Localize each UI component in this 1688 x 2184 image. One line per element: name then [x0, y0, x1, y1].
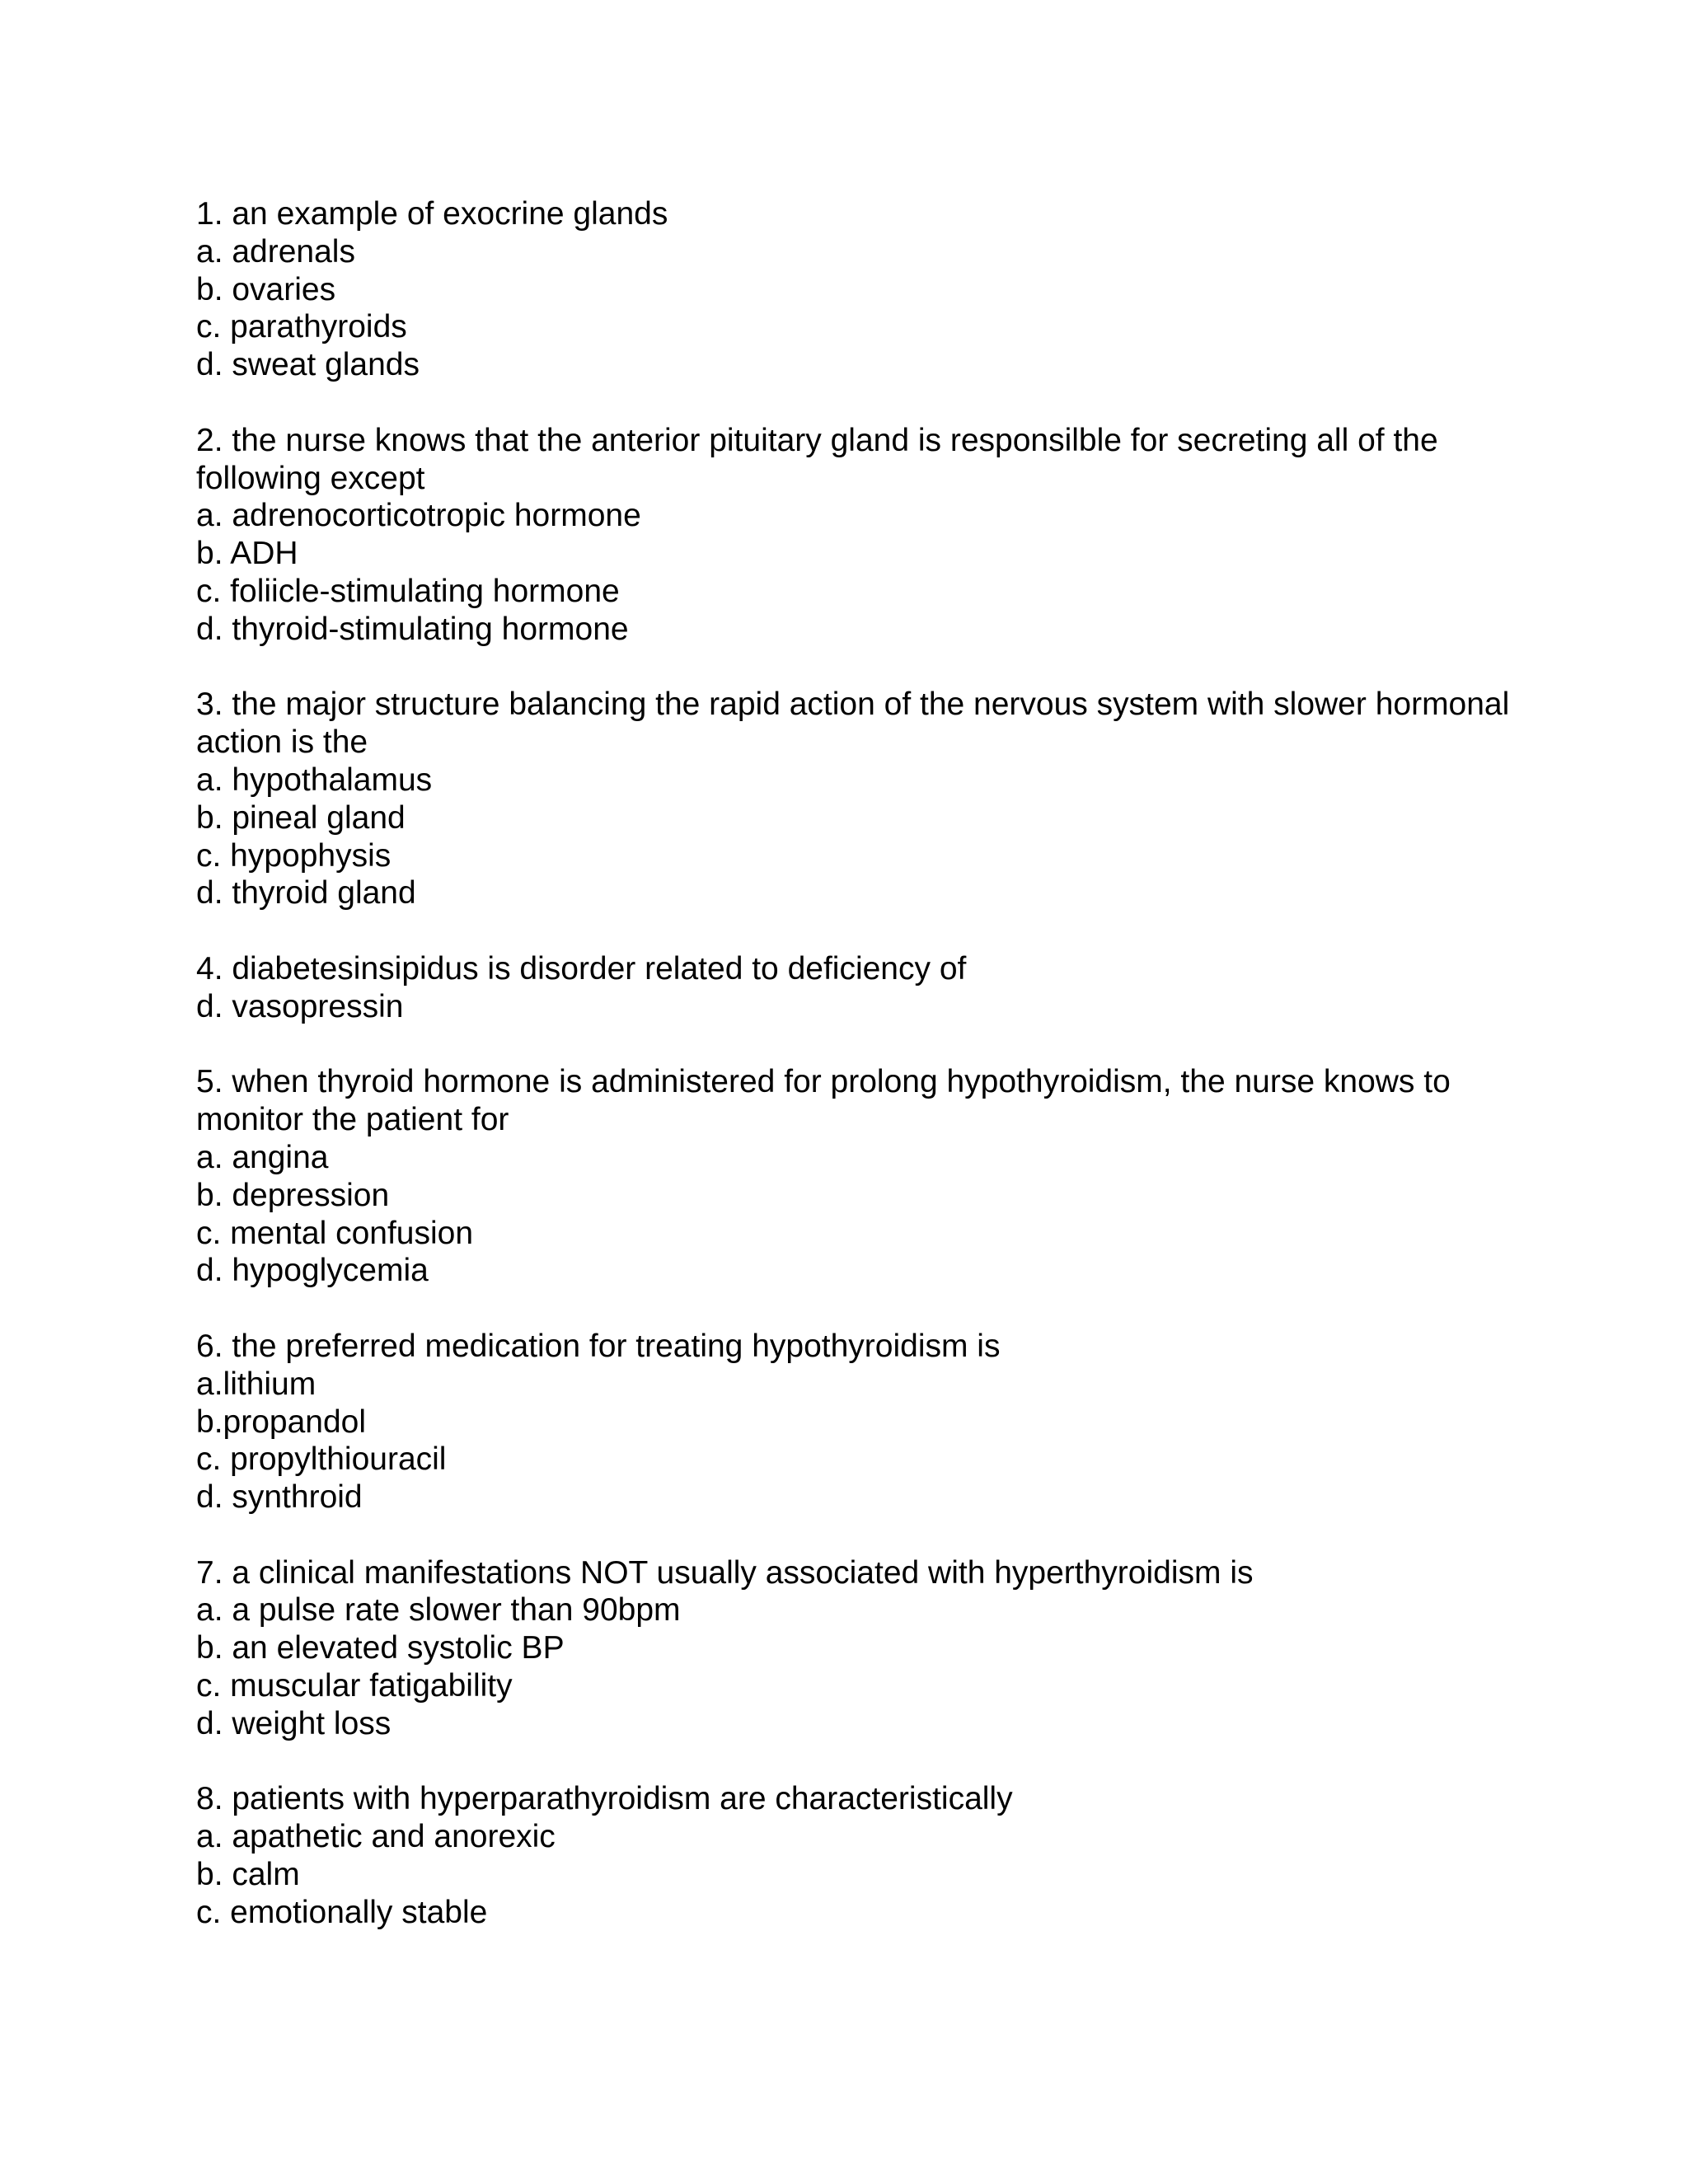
option-2a: a. adrenocorticotropic hormone [196, 498, 641, 534]
question-5-options [196, 1139, 1548, 1290]
question-7-options [196, 1591, 1548, 1742]
option-6a: a.lithium [196, 1366, 316, 1402]
question-4-options [196, 988, 1548, 1026]
option-8b: b. calm [196, 1857, 300, 1893]
option-3d: d. thyroid gland [196, 875, 416, 912]
option-8c: c. emotionally stable [196, 1894, 488, 1930]
document-page [196, 195, 1548, 1969]
question-4 [196, 950, 1548, 1026]
question-2-options [196, 497, 1548, 648]
question-6-options [196, 1366, 1548, 1516]
question-1 [196, 195, 1548, 384]
question-6-stem: 6. the preferred medication for treating hypothyroidism is [196, 1328, 1001, 1364]
question-4-stem: 4. diabetesinsipidus is disorder related to deficiency of [196, 950, 967, 987]
question-7 [196, 1554, 1548, 1743]
option-5d: d. hypoglycemia [196, 1253, 429, 1289]
option-7a: a. a pulse rate slower than 90bpm [196, 1592, 681, 1629]
option-4d: d. vasopressin [196, 988, 404, 1024]
option-2c: c. foliicle-stimulating hormone [196, 573, 620, 609]
option-8a: a. apathetic and anorexic [196, 1819, 556, 1855]
option-5b: b. depression [196, 1177, 390, 1213]
option-3a: a. hypothalamus [196, 762, 433, 798]
question-3-options [196, 762, 1548, 912]
option-7b: b. an elevated systolic BP [196, 1630, 565, 1666]
option-6d: d. synthroid [196, 1479, 363, 1516]
question-5-stem: 5. when thyroid hormone is administered for prolong hypothyroidism, the nurse knows to monitor the patient for [196, 1064, 1451, 1138]
option-1c: c. parathyroids [196, 309, 407, 345]
question-2 [196, 422, 1548, 649]
option-6b: b.propandol [196, 1404, 367, 1440]
question-3 [196, 686, 1548, 912]
option-7d: d. weight loss [196, 1705, 392, 1741]
option-6c: c. propylthiouracil [196, 1441, 447, 1478]
option-5c: c. mental confusion [196, 1215, 474, 1251]
option-3b: b. pineal gland [196, 799, 406, 836]
question-7-stem: 7. a clinical manifestations NOT usually associated with hyperthyroidism is [196, 1554, 1254, 1591]
question-6 [196, 1328, 1548, 1516]
question-5 [196, 1063, 1548, 1290]
question-8-options [196, 1818, 1548, 1931]
option-2d: d. thyroid-stimulating hormone [196, 611, 629, 647]
option-2b: b. ADH [196, 536, 298, 572]
option-3c: c. hypophysis [196, 837, 392, 874]
question-1-stem: 1. an example of exocrine glands [196, 196, 668, 232]
option-7c: c. muscular fatigability [196, 1668, 513, 1704]
question-2-stem: 2. the nurse knows that the anterior pituitary gland is responsilble for secreting all of the following except [196, 422, 1438, 496]
option-1b: b. ovaries [196, 271, 336, 307]
question-1-options [196, 233, 1548, 384]
question-8-stem: 8. patients with hyperparathyroidism are characteristically [196, 1781, 1013, 1817]
option-1d: d. sweat glands [196, 347, 420, 383]
question-8 [196, 1780, 1548, 1931]
option-5a: a. angina [196, 1139, 329, 1175]
question-3-stem: 3. the major structure balancing the rapid action of the nervous system with slower hormonal action is the [196, 687, 1510, 761]
option-1a: a. adrenals [196, 233, 355, 269]
